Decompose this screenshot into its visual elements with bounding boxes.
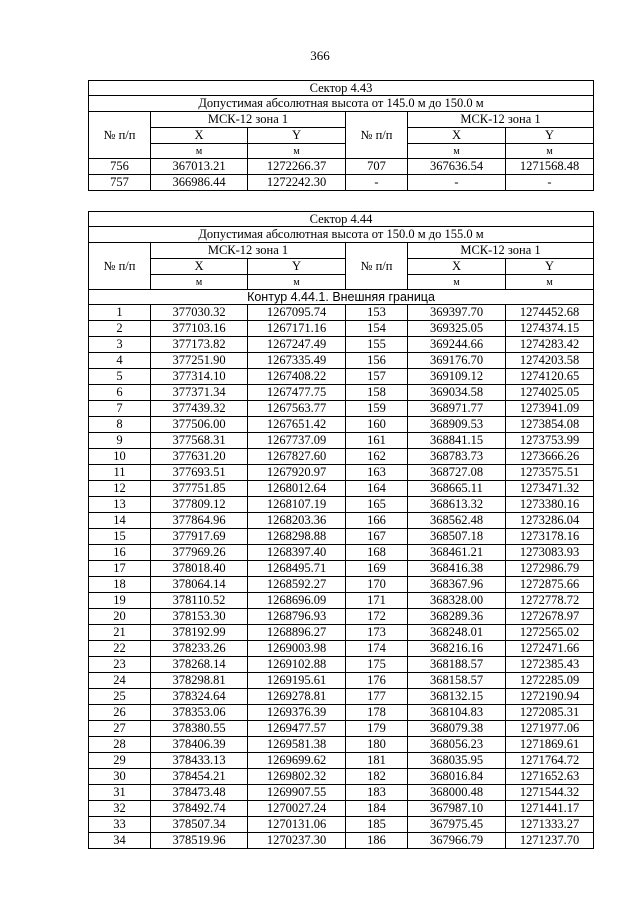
table-cell: 25 (89, 689, 151, 705)
table-cell: 1267247.49 (248, 337, 346, 353)
table-row (89, 689, 594, 705)
table-cell: 1273471.32 (506, 481, 594, 497)
table-cell: 377251.90 (151, 353, 248, 369)
table-cell: 377439.32 (151, 401, 248, 417)
table-cell: 1273941.09 (506, 401, 594, 417)
table-cell: 12 (89, 481, 151, 497)
table-cell: 368613.32 (408, 497, 506, 513)
table-cell: 167 (346, 529, 408, 545)
table-row (89, 529, 594, 545)
table-cell: 378268.14 (151, 657, 248, 673)
table-cell: 10 (89, 449, 151, 465)
table-cell: 1 (89, 305, 151, 321)
table-cell: 377693.51 (151, 465, 248, 481)
table-row (89, 577, 594, 593)
table-cell: 368079.38 (408, 721, 506, 737)
table-cell: 1268896.27 (248, 625, 346, 641)
table-cell: 1267827.60 (248, 449, 346, 465)
table-cell: 1267408.22 (248, 369, 346, 385)
table-cell: 377314.10 (151, 369, 248, 385)
table-row (89, 449, 594, 465)
table-cell: 1273753.99 (506, 433, 594, 449)
table-cell: 1267095.74 (248, 305, 346, 321)
table-cell: 377103.16 (151, 321, 248, 337)
table-cell: 4 (89, 353, 151, 369)
x-header: Х (151, 259, 248, 275)
table-cell: 369325.05 (408, 321, 506, 337)
table-cell: 16 (89, 545, 151, 561)
table-cell: 1271237.70 (506, 833, 594, 849)
table-cell: 1268397.40 (248, 545, 346, 561)
table-cell: 1272242.30 (248, 175, 346, 191)
table-cell: 1273854.08 (506, 417, 594, 433)
table-cell: 185 (346, 817, 408, 833)
table-cell: 377809.12 (151, 497, 248, 513)
table-cell: 175 (346, 657, 408, 673)
table-cell: 368841.15 (408, 433, 506, 449)
table-cell: 156 (346, 353, 408, 369)
table-row (89, 737, 594, 753)
table-cell: 1269102.88 (248, 657, 346, 673)
page-number: 366 (310, 48, 330, 63)
table-cell: 19 (89, 593, 151, 609)
table-cell: 377506.00 (151, 417, 248, 433)
table-cell: 1268298.88 (248, 529, 346, 545)
table-cell: 378110.52 (151, 593, 248, 609)
table-cell: 32 (89, 801, 151, 817)
table-row (89, 175, 594, 191)
table-row (89, 769, 594, 785)
unit-label: м (506, 144, 594, 159)
table-cell: 7 (89, 401, 151, 417)
x-header: Х (408, 128, 506, 144)
table-cell: 378353.06 (151, 705, 248, 721)
table-cell: 5 (89, 369, 151, 385)
table-cell: 378298.81 (151, 673, 248, 689)
table-cell: 367966.79 (408, 833, 506, 849)
table-cell: 1273380.16 (506, 497, 594, 513)
table-cell: - (408, 175, 506, 191)
number-header: № п/п (346, 243, 408, 290)
coordinate-system-header: МСК-12 зона 1 (408, 243, 594, 259)
table-cell: 1267920.97 (248, 465, 346, 481)
table-row (89, 625, 594, 641)
table-cell: 377568.31 (151, 433, 248, 449)
table-row (89, 369, 594, 385)
table-row (89, 401, 594, 417)
table-cell: 1269003.98 (248, 641, 346, 657)
table-cell: 368104.83 (408, 705, 506, 721)
table-cell: 160 (346, 417, 408, 433)
table-cell: 1271652.63 (506, 769, 594, 785)
unit-label: м (151, 275, 248, 290)
table-cell: 368416.38 (408, 561, 506, 577)
table-cell: 1273178.16 (506, 529, 594, 545)
table-row (89, 417, 594, 433)
table-cell: - (506, 175, 594, 191)
table-cell: 164 (346, 481, 408, 497)
table-cell: 14 (89, 513, 151, 529)
table-cell: 159 (346, 401, 408, 417)
table-cell: 170 (346, 577, 408, 593)
table-cell: 1271869.61 (506, 737, 594, 753)
table-cell: 1269195.61 (248, 673, 346, 689)
table-row (89, 385, 594, 401)
table-cell: 168 (346, 545, 408, 561)
table-cell: 1270027.24 (248, 801, 346, 817)
table-cell: 34 (89, 833, 151, 849)
table-cell: 3 (89, 337, 151, 353)
table-cell: 1271764.72 (506, 753, 594, 769)
table-cell: 1269477.57 (248, 721, 346, 737)
table-cell: 378233.26 (151, 641, 248, 657)
table-cell: 184 (346, 801, 408, 817)
table-cell: 1271441.17 (506, 801, 594, 817)
table-cell: 1268592.27 (248, 577, 346, 593)
table-cell: 6 (89, 385, 151, 401)
table-cell: 1272266.37 (248, 159, 346, 175)
table-cell: 22 (89, 641, 151, 657)
table-cell: 368000.48 (408, 785, 506, 801)
table-cell: 23 (89, 657, 151, 673)
table-cell: 377173.82 (151, 337, 248, 353)
table-cell: 1273286.04 (506, 513, 594, 529)
table-row (89, 609, 594, 625)
table-row (89, 657, 594, 673)
table-cell: 173 (346, 625, 408, 641)
table-cell: 1274025.05 (506, 385, 594, 401)
table-cell: 1272565.02 (506, 625, 594, 641)
number-header: № п/п (89, 243, 151, 290)
table-cell: 1267737.09 (248, 433, 346, 449)
table-row (89, 513, 594, 529)
table-cell: 1267477.75 (248, 385, 346, 401)
table-cell: 1272385.43 (506, 657, 594, 673)
table-row (89, 817, 594, 833)
table-cell: 1267335.49 (248, 353, 346, 369)
table-cell: 163 (346, 465, 408, 481)
table-cell: 1274120.65 (506, 369, 594, 385)
table-cell: 757 (89, 175, 151, 191)
table-row (89, 641, 594, 657)
table-cell: 1273083.93 (506, 545, 594, 561)
table-row (89, 433, 594, 449)
table-cell: 1273666.26 (506, 449, 594, 465)
table-row (89, 705, 594, 721)
table-cell: 369176.70 (408, 353, 506, 369)
table-cell: 15 (89, 529, 151, 545)
table-cell: 1268796.93 (248, 609, 346, 625)
table-cell: 367636.54 (408, 159, 506, 175)
table-cell: 378492.74 (151, 801, 248, 817)
table-cell: 179 (346, 721, 408, 737)
table-cell: 368461.21 (408, 545, 506, 561)
height-range: Допустимая абсолютная высота от 150.0 м до 155.0 м (89, 227, 594, 243)
table-cell: 1274203.58 (506, 353, 594, 369)
table-cell: 171 (346, 593, 408, 609)
table-cell: 1274452.68 (506, 305, 594, 321)
table-cell: 368132.15 (408, 689, 506, 705)
table-cell: 1271333.27 (506, 817, 594, 833)
table-cell: 1272190.94 (506, 689, 594, 705)
table-row (89, 721, 594, 737)
table-cell: 180 (346, 737, 408, 753)
y-header: Y (506, 259, 594, 275)
table-cell: 368328.00 (408, 593, 506, 609)
table-row (89, 593, 594, 609)
table-cell: 368248.01 (408, 625, 506, 641)
table-cell: 378064.14 (151, 577, 248, 593)
table-cell: 166 (346, 513, 408, 529)
table-cell: 1272875.66 (506, 577, 594, 593)
table-cell: 368035.95 (408, 753, 506, 769)
table-cell: 1271544.32 (506, 785, 594, 801)
table-cell: 378192.99 (151, 625, 248, 641)
table-cell: 377631.20 (151, 449, 248, 465)
table-cell: 178 (346, 705, 408, 721)
table-cell: 21 (89, 625, 151, 641)
table-cell: 369397.70 (408, 305, 506, 321)
table-cell: 367987.10 (408, 801, 506, 817)
table-cell: 368367.96 (408, 577, 506, 593)
unit-label: м (408, 144, 506, 159)
x-header: Х (151, 128, 248, 144)
height-range: Допустимая абсолютная высота от 145.0 м до 150.0 м (89, 96, 594, 112)
table-cell: 153 (346, 305, 408, 321)
table-cell: 1272471.66 (506, 641, 594, 657)
table-cell: 378324.64 (151, 689, 248, 705)
table-cell: 181 (346, 753, 408, 769)
table-cell: 377751.85 (151, 481, 248, 497)
table-cell: 183 (346, 785, 408, 801)
table-cell: 1271977.06 (506, 721, 594, 737)
table-cell: 377864.96 (151, 513, 248, 529)
table-cell: 1268203.36 (248, 513, 346, 529)
table-cell: 367013.21 (151, 159, 248, 175)
table-cell: 1269278.81 (248, 689, 346, 705)
table-cell: 377917.69 (151, 529, 248, 545)
table-cell: 1268107.19 (248, 497, 346, 513)
table-cell: 33 (89, 817, 151, 833)
table-cell: 378507.34 (151, 817, 248, 833)
table-cell: 378406.39 (151, 737, 248, 753)
unit-label: м (248, 275, 346, 290)
table-cell: 1270237.30 (248, 833, 346, 849)
table-cell: 368016.84 (408, 769, 506, 785)
coordinate-system-header: МСК-12 зона 1 (151, 243, 346, 259)
table-cell: 182 (346, 769, 408, 785)
table-cell: 1274283.42 (506, 337, 594, 353)
table-cell: 1267171.16 (248, 321, 346, 337)
table-cell: 155 (346, 337, 408, 353)
table-cell: 1269376.39 (248, 705, 346, 721)
table-cell: 1268495.71 (248, 561, 346, 577)
table-cell: 367975.45 (408, 817, 506, 833)
table-cell: 161 (346, 433, 408, 449)
table-cell: 368909.53 (408, 417, 506, 433)
y-header: Y (506, 128, 594, 144)
coordinate-system-header: МСК-12 зона 1 (408, 112, 594, 128)
table-cell: 11 (89, 465, 151, 481)
table-cell: 29 (89, 753, 151, 769)
table-cell: 165 (346, 497, 408, 513)
table-row (89, 497, 594, 513)
table-cell: 378473.48 (151, 785, 248, 801)
table-cell: 368727.08 (408, 465, 506, 481)
number-header: № п/п (89, 112, 151, 159)
sector-4-44-table (88, 211, 594, 849)
table-cell: 169 (346, 561, 408, 577)
table-cell: 1271568.48 (506, 159, 594, 175)
sector-title: Сектор 4.43 (89, 81, 594, 96)
table-cell: 369034.58 (408, 385, 506, 401)
table-cell: 1269581.38 (248, 737, 346, 753)
table-row (89, 561, 594, 577)
table-cell: 1269802.32 (248, 769, 346, 785)
table-cell: 18 (89, 577, 151, 593)
contour-label: Контур 4.44.1. Внешняя граница (89, 290, 594, 305)
table-cell: - (346, 175, 408, 191)
table-cell: 368188.57 (408, 657, 506, 673)
table-row (89, 159, 594, 175)
table-cell: 366986.44 (151, 175, 248, 191)
table-cell: 1272778.72 (506, 593, 594, 609)
y-header: Y (248, 128, 346, 144)
table-cell: 368216.16 (408, 641, 506, 657)
table-cell: 158 (346, 385, 408, 401)
table-cell: 13 (89, 497, 151, 513)
table-cell: 157 (346, 369, 408, 385)
table-cell: 26 (89, 705, 151, 721)
table-cell: 1270131.06 (248, 817, 346, 833)
table-cell: 1272085.31 (506, 705, 594, 721)
table-cell: 1267651.42 (248, 417, 346, 433)
table-cell: 1273575.51 (506, 465, 594, 481)
sector-4-43-table (88, 80, 594, 191)
table-cell: 368507.18 (408, 529, 506, 545)
y-header: Y (248, 259, 346, 275)
table-row (89, 545, 594, 561)
table-cell: 369244.66 (408, 337, 506, 353)
x-header: Х (408, 259, 506, 275)
table-cell: 8 (89, 417, 151, 433)
table-cell: 1272986.79 (506, 561, 594, 577)
unit-label: м (408, 275, 506, 290)
table-cell: 2 (89, 321, 151, 337)
table-cell: 20 (89, 609, 151, 625)
table-cell: 1267563.77 (248, 401, 346, 417)
table-cell: 162 (346, 449, 408, 465)
unit-label: м (151, 144, 248, 159)
table-cell: 707 (346, 159, 408, 175)
table-cell: 368158.57 (408, 673, 506, 689)
table-cell: 378519.96 (151, 833, 248, 849)
table-cell: 378454.21 (151, 769, 248, 785)
table-cell: 368971.77 (408, 401, 506, 417)
sector-title: Сектор 4.44 (89, 212, 594, 227)
table-row (89, 353, 594, 369)
table-cell: 1272285.09 (506, 673, 594, 689)
table-cell: 377030.32 (151, 305, 248, 321)
table-cell: 378018.40 (151, 561, 248, 577)
table-cell: 377371.34 (151, 385, 248, 401)
table-row (89, 321, 594, 337)
table-cell: 756 (89, 159, 151, 175)
table-cell: 1269907.55 (248, 785, 346, 801)
table-row (89, 305, 594, 321)
table-cell: 28 (89, 737, 151, 753)
table-cell: 24 (89, 673, 151, 689)
table-row (89, 337, 594, 353)
table-cell: 1268696.09 (248, 593, 346, 609)
table-row (89, 753, 594, 769)
table-cell: 9 (89, 433, 151, 449)
table-cell: 368056.23 (408, 737, 506, 753)
table-cell: 186 (346, 833, 408, 849)
table-cell: 30 (89, 769, 151, 785)
table-cell: 378153.30 (151, 609, 248, 625)
number-header: № п/п (346, 112, 408, 159)
coordinate-system-header: МСК-12 зона 1 (151, 112, 346, 128)
table-row (89, 481, 594, 497)
table-cell: 172 (346, 609, 408, 625)
table-cell: 17 (89, 561, 151, 577)
table-cell: 378433.13 (151, 753, 248, 769)
table-cell: 368783.73 (408, 449, 506, 465)
table-cell: 27 (89, 721, 151, 737)
table-cell: 174 (346, 641, 408, 657)
table-row (89, 673, 594, 689)
table-row (89, 785, 594, 801)
unit-label: м (248, 144, 346, 159)
table-cell: 368289.36 (408, 609, 506, 625)
table-cell: 377969.26 (151, 545, 248, 561)
table-row (89, 801, 594, 817)
table-cell: 368665.11 (408, 481, 506, 497)
table-cell: 31 (89, 785, 151, 801)
table-cell: 176 (346, 673, 408, 689)
table-cell: 369109.12 (408, 369, 506, 385)
table-cell: 1268012.64 (248, 481, 346, 497)
table-row (89, 833, 594, 849)
unit-label: м (506, 275, 594, 290)
table-cell: 378380.55 (151, 721, 248, 737)
table-cell: 177 (346, 689, 408, 705)
table-cell: 1274374.15 (506, 321, 594, 337)
table-cell: 368562.48 (408, 513, 506, 529)
table-cell: 1269699.62 (248, 753, 346, 769)
table-row (89, 465, 594, 481)
table-cell: 154 (346, 321, 408, 337)
table-cell: 1272678.97 (506, 609, 594, 625)
